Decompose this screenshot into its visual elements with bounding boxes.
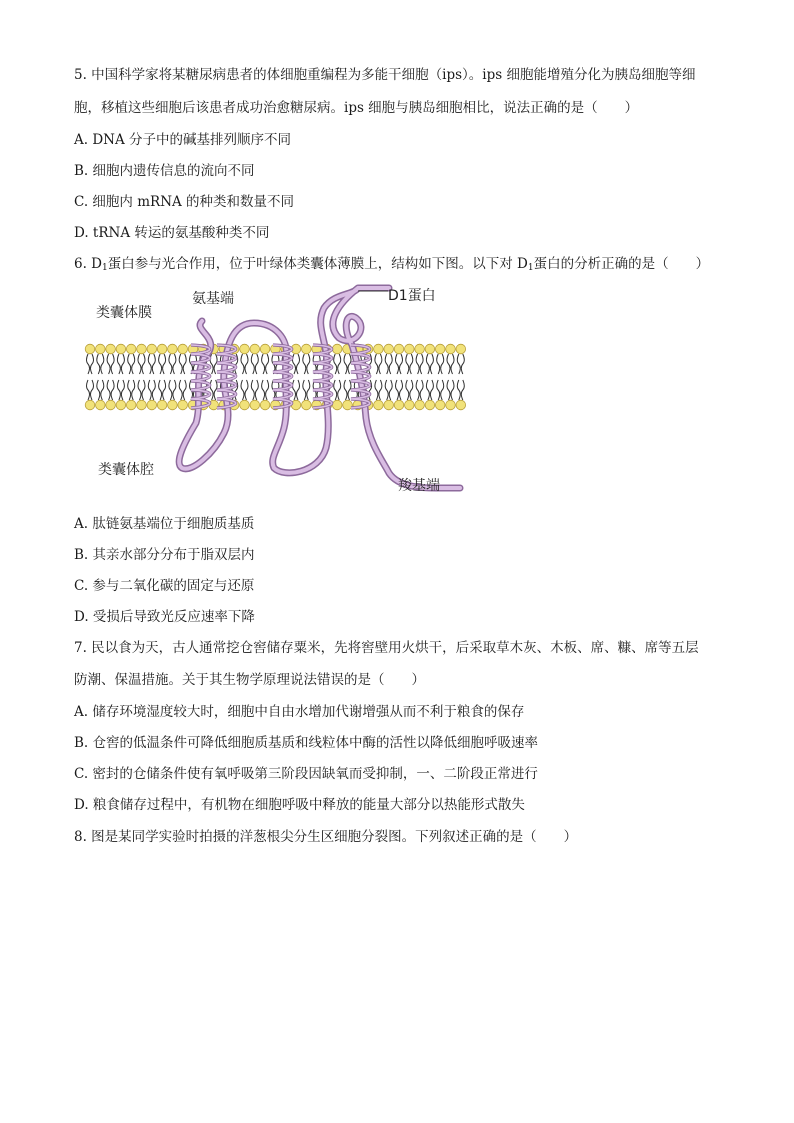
- lipid-tail: [303, 354, 306, 374]
- lipid-tail: [179, 380, 182, 400]
- lipid-head: [446, 344, 456, 354]
- lipid-head: [405, 344, 415, 354]
- lipid-tail: [111, 380, 114, 400]
- lipid-tail: [245, 380, 248, 400]
- lipid-head: [178, 344, 188, 354]
- q6-stem-mid: 蛋白参与光合作用，位于叶绿体类囊体薄膜上，结构如下图。以下对 D: [107, 256, 528, 272]
- lipid-head: [374, 344, 384, 354]
- lipid-head: [85, 400, 95, 410]
- lipid-tail: [379, 380, 382, 400]
- lipid-tail: [406, 354, 409, 374]
- lipid-head: [157, 400, 167, 410]
- q7-option-d: D. 粮食储存过程中，有机物在细胞呼吸中释放的能量大部分以热能形式散失: [74, 797, 525, 813]
- lipid-tail: [262, 380, 265, 400]
- lipid-head: [332, 400, 342, 410]
- lipid-tail: [303, 380, 306, 400]
- lipid-head: [446, 400, 456, 410]
- lipid-tail: [420, 380, 423, 400]
- lipid-tail: [91, 380, 94, 400]
- lipid-head: [425, 344, 435, 354]
- lipid-tail: [138, 380, 141, 400]
- lipid-head: [384, 344, 394, 354]
- lipid-head: [456, 400, 466, 410]
- lipid-tail: [169, 354, 172, 374]
- lipid-tail: [173, 380, 176, 400]
- lipid-head: [126, 344, 136, 354]
- lipid-tail: [148, 354, 151, 374]
- lipid-tail: [183, 380, 186, 400]
- lipid-tail: [334, 354, 337, 374]
- lipid-tail: [338, 380, 341, 400]
- lipid-tail: [461, 354, 464, 374]
- lipid-head: [147, 344, 157, 354]
- lipid-tail: [128, 354, 131, 374]
- lipid-tail: [348, 354, 351, 374]
- lipid-tail: [297, 380, 300, 400]
- lipid-tail: [410, 354, 413, 374]
- lipid-tail: [117, 354, 120, 374]
- lipid-head: [456, 344, 466, 354]
- lipid-tail: [375, 380, 378, 400]
- lipid-tail: [400, 380, 403, 400]
- lipid-tail: [334, 380, 337, 400]
- lipid-tail: [297, 354, 300, 374]
- lipid-head: [332, 344, 342, 354]
- lipid-tail: [87, 354, 90, 374]
- lipid-tail: [437, 380, 440, 400]
- lipid-tail: [410, 380, 413, 400]
- lipid-head: [405, 400, 415, 410]
- lipid-tail: [97, 354, 100, 374]
- lipid-tail: [344, 354, 347, 374]
- lipid-head: [415, 400, 425, 410]
- lipid-tail: [437, 354, 440, 374]
- q5-stem-line2: 胞，移植这些细胞后该患者成功治愈糖尿病。ips 细胞与胰岛细胞相比，说法正确的是（ ）: [74, 100, 639, 116]
- lipid-tail: [152, 354, 155, 374]
- q6-stem-prefix: 6. D: [74, 256, 102, 272]
- lipid-tail: [251, 354, 254, 374]
- q5-stem-line1: 5. 中国科学家将某糖尿病患者的体细胞重编程为多能干细胞（ips）。ips 细胞能增殖分化为胰岛细胞等细: [74, 67, 696, 83]
- lipid-head: [106, 344, 116, 354]
- lipid-head: [374, 400, 384, 410]
- lipid-tail: [107, 380, 110, 400]
- q7-option-a: A. 储存环境湿度较大时，细胞中自由水增加代谢增强从而不利于粮食的保存: [74, 704, 525, 720]
- lipid-tail: [101, 354, 104, 374]
- lipid-tail: [262, 354, 265, 374]
- lipid-tail: [426, 354, 429, 374]
- lipid-tail: [241, 354, 244, 374]
- q7-option-b: B. 仓窖的低温条件可降低细胞质基质和线粒体中酶的活性以降低细胞呼吸速率: [74, 735, 539, 751]
- lipid-tail: [121, 354, 124, 374]
- lipid-tail: [241, 380, 244, 400]
- lipid-tail: [173, 354, 176, 374]
- lipid-tail: [416, 354, 419, 374]
- q5-option-b: B. 细胞内遗传信息的流向不同: [74, 163, 255, 179]
- lipid-tail: [430, 354, 433, 374]
- q5-option-c: C. 细胞内 mRNA 的种类和数量不同: [74, 194, 295, 210]
- lipid-tail: [447, 354, 450, 374]
- lipid-tail: [406, 380, 409, 400]
- lipid-head: [435, 344, 445, 354]
- lipid-head: [260, 344, 270, 354]
- lipid-tail: [245, 354, 248, 374]
- d1-protein-figure: [84, 283, 468, 498]
- lipid-tail: [169, 380, 172, 400]
- lipid-tail: [307, 354, 310, 374]
- q6-option-c: C. 参与二氧化碳的固定与还原: [74, 578, 255, 594]
- lipid-tail: [400, 354, 403, 374]
- lipid-tail: [142, 380, 145, 400]
- q5-option-a: A. DNA 分子中的碱基排列顺序不同: [74, 132, 292, 148]
- lipid-tail: [389, 380, 392, 400]
- lipid-head: [116, 400, 126, 410]
- lipid-tail: [447, 380, 450, 400]
- lipid-tail: [111, 354, 114, 374]
- lipid-tail: [420, 354, 423, 374]
- lipid-head: [240, 400, 250, 410]
- lipid-tail: [348, 380, 351, 400]
- lipid-tail: [97, 380, 100, 400]
- lipid-tail: [307, 380, 310, 400]
- label-amino-terminus: 氨基端: [192, 291, 234, 307]
- lipid-head: [168, 400, 178, 410]
- lipid-tail: [396, 380, 399, 400]
- lipid-tail: [251, 380, 254, 400]
- lipid-tail: [389, 354, 392, 374]
- lipid-tail: [430, 380, 433, 400]
- lipid-tail: [159, 354, 162, 374]
- lipid-tail: [132, 380, 135, 400]
- lipid-tail: [101, 380, 104, 400]
- lipid-tail: [138, 354, 141, 374]
- lipid-tail: [375, 354, 378, 374]
- lipid-tail: [255, 354, 258, 374]
- lipid-head: [302, 400, 312, 410]
- lipid-head: [302, 344, 312, 354]
- lipid-tail: [132, 354, 135, 374]
- lipid-tail: [148, 380, 151, 400]
- lipid-tail: [266, 380, 269, 400]
- lipid-tail: [426, 380, 429, 400]
- lipid-head: [106, 400, 116, 410]
- lipid-tail: [441, 380, 444, 400]
- lipid-tail: [183, 354, 186, 374]
- lipid-head: [96, 344, 106, 354]
- lipid-head: [250, 400, 260, 410]
- lipid-tail: [152, 380, 155, 400]
- lipid-tail: [266, 354, 269, 374]
- q6-option-b: B. 其亲水部分分布于脂双层内: [74, 547, 255, 563]
- lipid-tail: [179, 354, 182, 374]
- q7-stem-line1: 7. 民以食为天，古人通常挖仓窖储存粟米，先将窖壁用火烘干，后采取草木灰、木板、席、糠、席等五层: [74, 640, 699, 656]
- label-thylakoid-membrane: 类囊体膜: [96, 305, 152, 321]
- lipid-tail: [379, 354, 382, 374]
- lipid-head: [126, 400, 136, 410]
- lipid-tail: [91, 354, 94, 374]
- lipid-tail: [385, 380, 388, 400]
- lipid-tail: [121, 380, 124, 400]
- lipid-head: [168, 344, 178, 354]
- transmembrane-helices: [191, 345, 370, 408]
- lipid-head: [394, 400, 404, 410]
- lipid-head: [425, 400, 435, 410]
- lipid-tail: [457, 380, 460, 400]
- label-d1-protein: D1蛋白: [388, 288, 436, 304]
- lipid-head: [435, 400, 445, 410]
- lipid-tail: [451, 380, 454, 400]
- q5-option-d: D. tRNA 转运的氨基酸种类不同: [74, 225, 270, 241]
- lipid-head: [250, 344, 260, 354]
- lipid-head: [85, 344, 95, 354]
- lipid-tail: [128, 380, 131, 400]
- lipid-tail: [117, 380, 120, 400]
- q6-subscript-1: 1: [102, 263, 108, 273]
- lipid-tail: [338, 354, 341, 374]
- lipid-tail: [385, 354, 388, 374]
- lipid-tail: [142, 354, 145, 374]
- lipid-head: [137, 344, 147, 354]
- label-carboxyl-terminus: 羧基端: [398, 478, 440, 494]
- lipid-tail: [214, 380, 217, 400]
- lipid-tail: [163, 380, 166, 400]
- lipid-tail: [293, 380, 296, 400]
- lipid-head: [116, 344, 126, 354]
- lipid-tail: [159, 380, 162, 400]
- lipid-head: [96, 400, 106, 410]
- lipid-tail: [441, 354, 444, 374]
- lipid-head: [157, 344, 167, 354]
- q8-stem: 8. 图是某同学实验时拍摄的洋葱根尖分生区细胞分裂图。下列叙述正确的是（ ）: [74, 829, 578, 845]
- lipid-tail: [344, 380, 347, 400]
- lipid-tail: [210, 380, 213, 400]
- lipid-head: [260, 400, 270, 410]
- lipid-tail: [461, 380, 464, 400]
- lipid-tail: [416, 380, 419, 400]
- lipid-head: [147, 400, 157, 410]
- lipid-tail: [451, 354, 454, 374]
- q6-subscript-2: 1: [527, 263, 534, 273]
- lipid-tail: [457, 354, 460, 374]
- q6-stem-suffix: 蛋白的分析正确的是（ ）: [533, 256, 710, 272]
- lipid-tail: [87, 380, 90, 400]
- lipid-tail: [214, 354, 217, 374]
- lipid-head: [137, 400, 147, 410]
- lipid-tail: [163, 354, 166, 374]
- q7-option-c: C. 密封的仓储条件使有氧呼吸第三阶段因缺氧而受抑制，一、二阶段正常进行: [74, 766, 538, 782]
- q7-stem-line2: 防潮、保温措施。关于其生物学原理说法错误的是（ ）: [74, 672, 425, 688]
- label-thylakoid-lumen: 类囊体腔: [98, 462, 154, 478]
- lipid-head: [384, 400, 394, 410]
- q6-stem: [74, 255, 709, 277]
- lipid-tail: [107, 354, 110, 374]
- lipid-tail: [255, 380, 258, 400]
- q6-option-a: A. 肽链氨基端位于细胞质基质: [74, 516, 255, 532]
- lipid-tail: [396, 354, 399, 374]
- q6-option-d: D. 受损后导致光反应速率下降: [74, 609, 255, 625]
- lipid-head: [415, 344, 425, 354]
- lipid-head: [240, 344, 250, 354]
- lipid-head: [343, 400, 353, 410]
- lipid-head: [178, 400, 188, 410]
- lipid-head: [394, 344, 404, 354]
